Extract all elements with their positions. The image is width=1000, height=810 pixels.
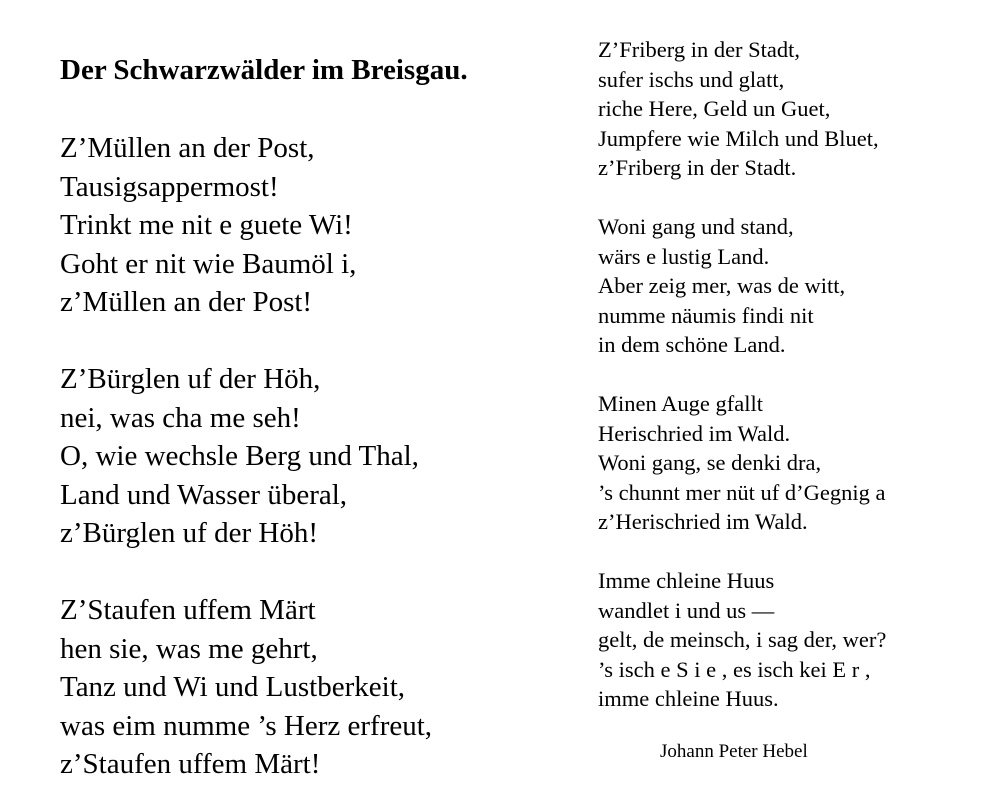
- verse-line: Aber zeig mer, was de witt,: [598, 273, 846, 298]
- stanza: [598, 212, 993, 360]
- verse-line: Woni gang und stand,: [598, 214, 794, 239]
- verse-line: ’s chunnt mer nüt uf d’Gegnig a: [598, 479, 886, 505]
- verse-line: Woni gang, se denki dra,: [598, 450, 822, 475]
- verse-line: riche Here, Geld un Guet,: [598, 96, 831, 121]
- verse-line: was eim numme ’s Herz erfreut,: [60, 709, 433, 742]
- stanza: [598, 35, 993, 183]
- verse-line: z’Herischried im Wald.: [598, 509, 808, 534]
- verse-line: in dem schöne Land.: [598, 332, 786, 357]
- verse-line: Tanz und Wi und Lustberkeit,: [60, 671, 405, 703]
- verse-line: ’s isch e S i e , es isch kei E r ,: [598, 656, 871, 682]
- poem-title: Der Schwarzwälder im Breisgau.: [60, 54, 468, 86]
- verse-line: O, wie wechsle Berg und Thal,: [60, 440, 419, 472]
- verse-line: Jumpfere wie Milch und Bluet,: [598, 125, 879, 151]
- stanza: [598, 566, 993, 714]
- left-column: [60, 129, 570, 784]
- stanza: [60, 591, 570, 784]
- stanza: [598, 389, 993, 537]
- verse-line: Tausigsappermost!: [60, 170, 279, 203]
- verse-line: Goht er nit wie Baumöl i,: [60, 247, 357, 280]
- verse-line: z’Friberg in der Stadt.: [598, 155, 797, 180]
- verse-line: wärs e lustig Land.: [598, 243, 770, 269]
- verse-line: Z’Bürglen uf der Höh,: [60, 363, 321, 395]
- verse-line: z’Müllen an der Post!: [60, 286, 313, 318]
- verse-line: Z’Friberg in der Stadt,: [598, 37, 801, 62]
- verse-line: z’Bürglen uf der Höh!: [60, 517, 318, 549]
- verse-line: Land und Wasser überal,: [60, 478, 348, 511]
- right-column: [598, 35, 993, 714]
- verse-line: Minen Auge gfallt: [598, 391, 763, 416]
- verse-line: nei, was cha me seh!: [60, 401, 301, 434]
- verse-line: wandlet i und us —: [598, 597, 775, 623]
- stanza: [60, 129, 570, 322]
- verse-line: Imme chleine Huus: [598, 568, 775, 593]
- stanza: [60, 360, 570, 553]
- verse-line: hen sie, was me gehrt,: [60, 632, 318, 665]
- verse-line: gelt, de meinsch, i sag der, wer?: [598, 627, 887, 652]
- verse-line: Z’Staufen uffem Märt: [60, 594, 316, 626]
- verse-line: Trinkt me nit e guete Wi!: [60, 209, 353, 241]
- verse-line: sufer ischs und glatt,: [598, 66, 785, 92]
- verse-line: Herischried im Wald.: [598, 420, 791, 446]
- verse-line: imme chleine Huus.: [598, 686, 779, 711]
- verse-line: z’Staufen uffem Märt!: [60, 748, 321, 780]
- author-name: Johann Peter Hebel: [660, 741, 808, 762]
- verse-line: numme näumis findi nit: [598, 302, 814, 328]
- verse-line: Z’Müllen an der Post,: [60, 132, 315, 164]
